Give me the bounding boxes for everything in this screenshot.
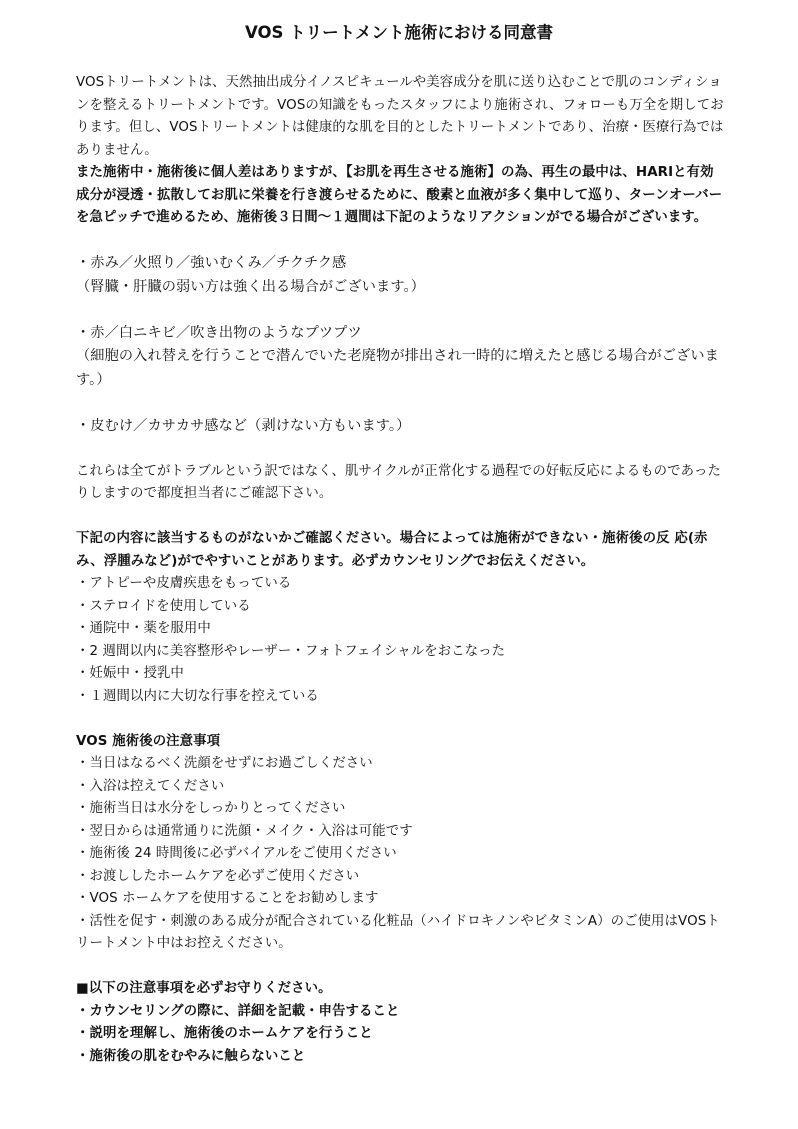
spacer [76, 708, 724, 731]
list-item: ・ステロイドを使用している [76, 598, 251, 614]
list-item: ・１週間以内に大切な行事を控えている [76, 688, 319, 704]
spacer [76, 299, 724, 322]
reaction-item: ・皮むけ／カサカサ感など（剥けない方もいます。） [76, 417, 411, 434]
list-item: ・施術後 24 時間後に必ずバイアルをご使用ください [76, 846, 397, 861]
rules-heading: ■以下の注意事項を必ずお守りください。 [76, 981, 332, 996]
spacer [76, 392, 724, 415]
list-item: ・2 週間以内に美容整形やレーザー・フォトフェイシャルをおこなった [76, 643, 506, 659]
document-body [76, 72, 724, 1068]
check-heading: 下記の内容に該当するものがないかご確認ください。場合によっては施術ができない・施術後の反 応(赤み、浮腫みなど)がでやすいことがあります。必ずカウンセリングでお伝えください。 [76, 531, 708, 569]
reaction-item: ・赤／白ニキビ／吹き出物のようなプツプツ [76, 324, 362, 341]
rules-list [76, 1001, 724, 1069]
reaction-section [76, 252, 724, 438]
document-title: VOS トリートメント施術における同意書 [245, 23, 553, 42]
list-item: ・入浴は控えてください [76, 778, 225, 794]
list-item: ・妊娠中・授乳中 [76, 666, 184, 681]
list-item: ・VOS ホームケアを使用することをお勧めします [76, 891, 379, 906]
list-item: ・施術後の肌をむやみに触らないこと [76, 1048, 306, 1064]
check-list [76, 573, 724, 708]
list-item: ・翌日からは通常通りに洗顔・メイク・入浴は可能です [76, 823, 413, 839]
list-item: ・活性を促す・刺激のある成分が配合されている化粧品（ハイドロキノンやビタミンA）のご使用はVOSトリートメント中はお控えください。 [76, 913, 720, 951]
spacer [76, 506, 724, 529]
list-item: ・お渡ししたホームケアを必ずご使用ください [76, 868, 360, 884]
list-item: ・説明を理解し、施術後のホームケアを行うこと [76, 1026, 373, 1041]
list-item: ・アトピーや皮膚疾患をもっている [76, 576, 292, 591]
list-item: ・当日はなるべく洗顔をせずにお過ごしください [76, 756, 373, 771]
spacer [76, 230, 724, 253]
list-item: ・通院中・薬を服用中 [76, 621, 211, 636]
intro-paragraph: VOSトリートメントは、天然抽出成分イノスピキュールや美容成分を肌に送り込むことで肌のコンディショ ンを整えるトリートメントです。VOSの知識をもったスタッフにより施術され、フォローも万全を期しております。但し、VOSトリートメントは健康的な肌を目的としたトリートメントであり、治療・医療行為ではありません。 [76, 75, 724, 158]
list-item: ・カウンセリングの際に、詳細を記載・申告すること [76, 1003, 400, 1019]
explanation-paragraph: これらは全てがトラブルという訳ではなく、肌サイクルが正常化する過程での好転反応によるものであったりしますので都度担当者にご確認下さい。 [76, 463, 721, 501]
spacer [76, 956, 724, 979]
aftercare-heading: VOS 施術後の注意事項 [76, 733, 221, 749]
reaction-item: ・赤み／火照り／強いむくみ／チクチク感 [76, 255, 347, 271]
spacer [76, 438, 724, 461]
intro-warning-paragraph: また施術中・施術後に個人差はありますが、【お肌を再生させる施術】の為、再生の最中は、HARIと有効成分が浸透・拡散してお肌に栄養を行き渡らせるために、酸素と血液が多く集中して巡り、ターンオーバーを急ピッチで進めるため、施術後３日間〜１週間は下記のようなリアクションがでる場合がございます。 [76, 165, 723, 225]
reaction-note: （細胞の入れ替えを行うことで潜んでいた老廃物が排出され一時的に増えたと感じる場合がございます。） [76, 348, 719, 388]
list-item: ・施術当日は水分をしっかりとってください [76, 801, 346, 816]
reaction-note: （腎臓・肝臓の弱い方は強く出る場合がございます。） [76, 278, 425, 295]
aftercare-list [76, 753, 724, 956]
